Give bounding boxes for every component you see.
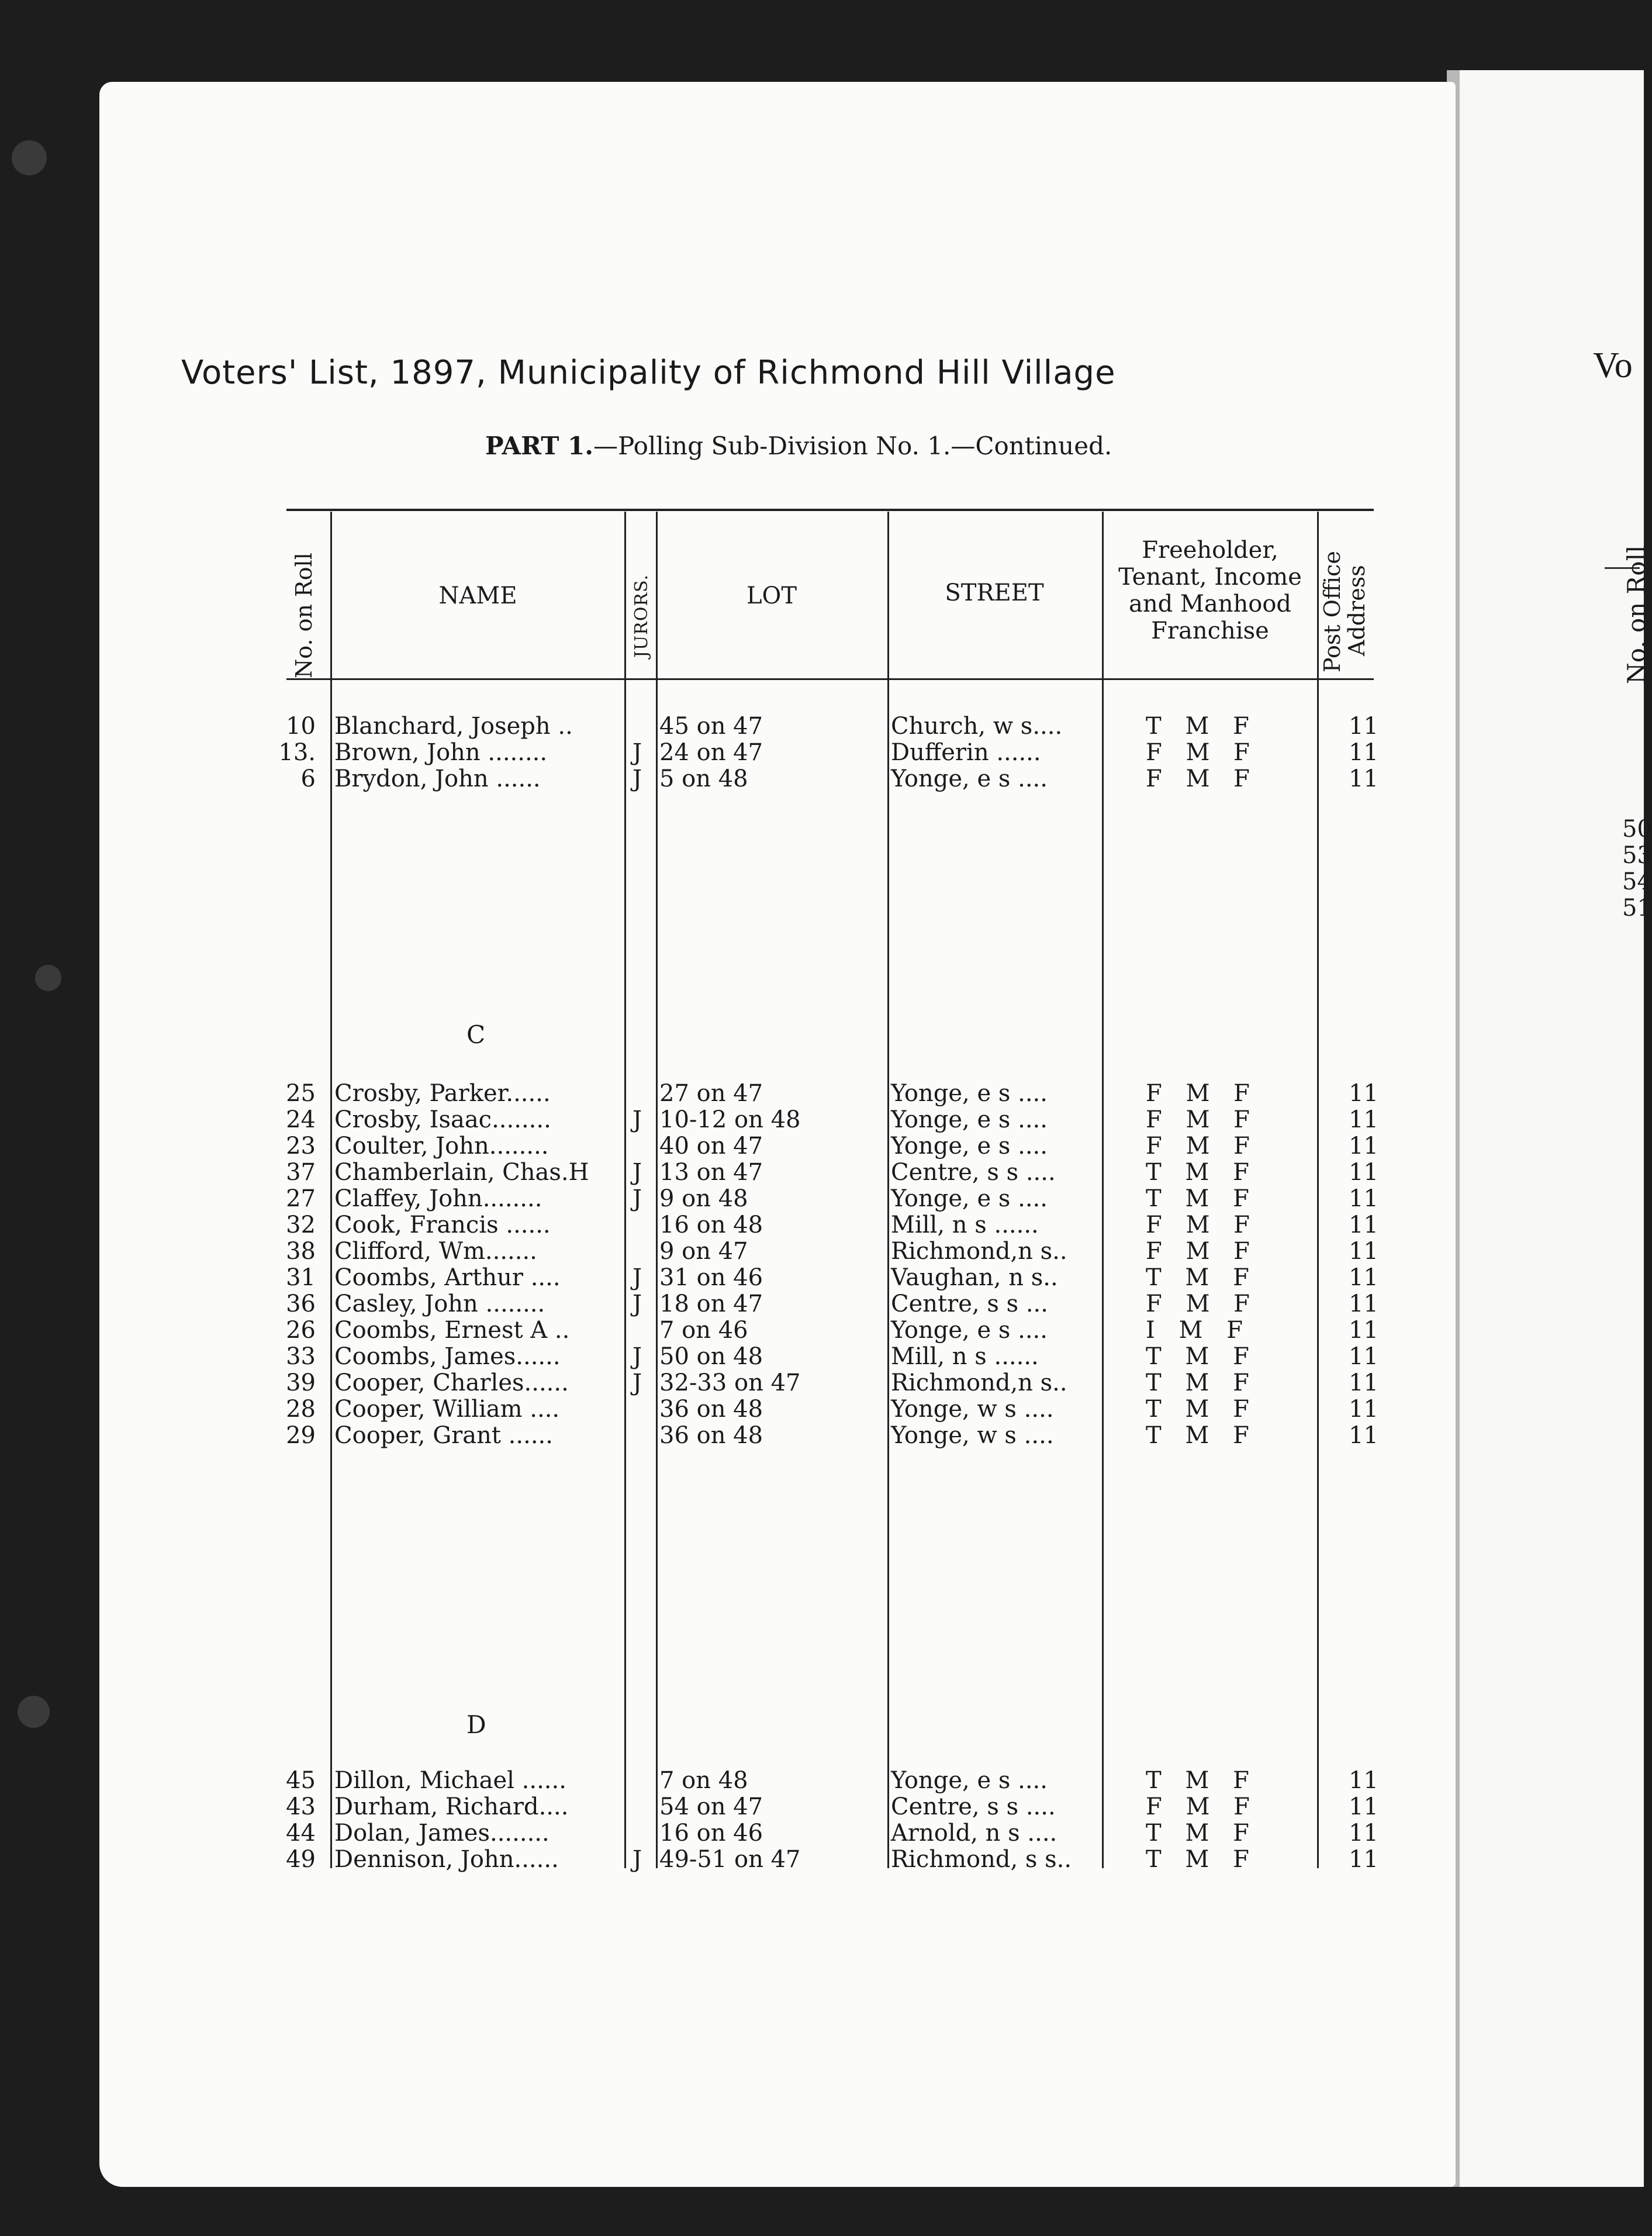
cell-franchise: F M F	[1146, 1793, 1258, 1820]
cell-street: Richmond, s s..	[891, 1846, 1072, 1873]
table-row	[0, 1422, 1378, 1449]
table-row	[0, 1369, 1378, 1396]
cell-no: 36	[286, 1290, 316, 1317]
cell-lot: 54 on 47	[659, 1793, 763, 1820]
cell-no: 27	[286, 1185, 316, 1212]
cell-name: Crosby, Parker......	[334, 1080, 551, 1107]
cell-po: 11	[1349, 1185, 1378, 1212]
cell-name: Clifford, Wm.......	[334, 1238, 537, 1265]
cell-franchise: F M F	[1146, 1080, 1258, 1107]
cell-j: J	[632, 1290, 642, 1317]
cell-no: 13.	[278, 739, 316, 766]
cell-franchise: T M F	[1146, 1820, 1257, 1847]
cell-lot: 45 on 47	[659, 713, 763, 740]
cell-franchise: F M F	[1146, 739, 1258, 766]
cell-franchise: F M F	[1146, 765, 1258, 792]
cell-po: 11	[1349, 739, 1378, 766]
cell-name: Coombs, James......	[334, 1343, 561, 1370]
cell-franchise: I M F	[1146, 1317, 1251, 1344]
cell-franchise: T M F	[1146, 1185, 1257, 1212]
header-jurors: JURORS.	[631, 574, 652, 658]
cell-name: Dolan, James........	[334, 1820, 549, 1847]
cell-no: 26	[286, 1317, 316, 1344]
table-row	[0, 1317, 1378, 1344]
cell-franchise: T M F	[1146, 1422, 1257, 1449]
cell-po: 11	[1349, 1238, 1378, 1265]
table-row	[0, 1343, 1378, 1370]
table-row	[0, 1106, 1378, 1133]
table-row	[0, 1290, 1378, 1317]
cell-no: 6	[300, 765, 316, 792]
cell-po: 11	[1349, 1317, 1378, 1344]
header-lot: LOT	[746, 582, 797, 609]
header-franchise-line: Tenant, Income	[1118, 564, 1302, 591]
cell-no: 39	[286, 1369, 316, 1396]
header-post-office-line: Post Office	[1319, 551, 1345, 672]
cell-po: 11	[1349, 1159, 1378, 1186]
cell-name: Dillon, Michael ......	[334, 1767, 566, 1794]
facing-page-roll-number: 50	[1622, 816, 1652, 843]
cell-name: Cooper, William ....	[334, 1396, 560, 1423]
facing-page-heading: Vo	[1593, 346, 1633, 385]
cell-no: 32	[286, 1212, 316, 1238]
cell-street: Mill, n s ......	[891, 1212, 1039, 1238]
cell-lot: 5 on 48	[659, 765, 748, 792]
cell-lot: 9 on 48	[659, 1185, 748, 1212]
cell-lot: 9 on 47	[659, 1238, 748, 1265]
cell-lot: 32-33 on 47	[659, 1369, 801, 1396]
cell-name: Chamberlain, Chas.H	[334, 1159, 589, 1186]
table-row	[0, 1793, 1378, 1820]
header-franchise-line: Freeholder,	[1142, 537, 1278, 564]
cell-street: Richmond,n s..	[891, 1369, 1067, 1396]
table-row	[0, 713, 1378, 740]
cell-street: Yonge, e s ....	[891, 1317, 1048, 1344]
header-name: NAME	[438, 582, 517, 609]
cell-name: Crosby, Isaac........	[334, 1106, 551, 1133]
table-row	[0, 1133, 1378, 1160]
subtitle-text: —Polling Sub-Division No. 1.—Continued.	[593, 432, 1112, 460]
cell-j: J	[632, 1264, 642, 1291]
cell-lot: 10-12 on 48	[659, 1106, 801, 1133]
cell-no: 44	[286, 1820, 316, 1847]
cell-franchise: F M F	[1146, 1133, 1258, 1160]
cell-street: Yonge, w s ....	[891, 1396, 1054, 1423]
table-row	[0, 1820, 1378, 1847]
cell-j: J	[632, 739, 642, 766]
facing-page-roll-number: 54	[1622, 868, 1652, 895]
cell-no: 38	[286, 1238, 316, 1265]
header-no-on-roll: No. on Roll	[291, 553, 317, 678]
cell-po: 11	[1349, 1343, 1378, 1370]
cell-lot: 16 on 48	[659, 1212, 763, 1238]
cell-no: 33	[286, 1343, 316, 1370]
table-row	[0, 1159, 1378, 1186]
cell-street: Mill, n s ......	[891, 1343, 1039, 1370]
cell-franchise: T M F	[1146, 1264, 1257, 1291]
background-speck	[35, 965, 61, 991]
cell-po: 11	[1349, 1080, 1378, 1107]
header-franchise-line: Franchise	[1151, 617, 1269, 644]
cell-j: J	[632, 1369, 642, 1396]
cell-po: 11	[1349, 1396, 1378, 1423]
cell-name: Brown, John ........	[334, 739, 548, 766]
cell-name: Cook, Francis ......	[334, 1212, 551, 1238]
header-franchise	[1104, 537, 1316, 644]
table-row	[0, 1396, 1378, 1423]
cell-franchise: T M F	[1146, 1396, 1257, 1423]
cell-name: Coulter, John........	[334, 1133, 549, 1160]
cell-name: Dennison, John......	[334, 1846, 559, 1873]
table-row	[0, 1212, 1378, 1238]
cell-po: 11	[1349, 1422, 1378, 1449]
cell-no: 10	[286, 713, 316, 740]
cell-street: Yonge, e s ....	[891, 1185, 1048, 1212]
cell-po: 11	[1349, 1290, 1378, 1317]
background-speck	[12, 140, 47, 175]
cell-no: 43	[286, 1793, 316, 1820]
cell-lot: 40 on 47	[659, 1133, 763, 1160]
part-label: PART 1.	[485, 432, 594, 460]
cell-name: Coombs, Ernest A ..	[334, 1317, 570, 1344]
cell-no: 45	[286, 1767, 316, 1794]
cell-lot: 7 on 46	[659, 1317, 748, 1344]
cell-franchise: F M F	[1146, 1106, 1258, 1133]
cell-name: Cooper, Charles......	[334, 1369, 569, 1396]
cell-street: Yonge, e s ....	[891, 1080, 1048, 1107]
cell-street: Centre, s s ....	[891, 1159, 1056, 1186]
cell-franchise: T M F	[1146, 1846, 1257, 1873]
table-row	[0, 1238, 1378, 1265]
cell-name: Durham, Richard....	[334, 1793, 569, 1820]
cell-lot: 13 on 47	[659, 1159, 763, 1186]
facing-page-column-header: No. on Roll	[1622, 545, 1651, 684]
page-title: Voters' List, 1897, Municipality of Richmond Hill Village	[181, 354, 1116, 392]
cell-lot: 31 on 46	[659, 1264, 763, 1291]
cell-no: 37	[286, 1159, 316, 1186]
page-subtitle	[485, 432, 1112, 460]
cell-name: Claffey, John........	[334, 1185, 542, 1212]
header-bottom-rule	[286, 678, 1374, 680]
cell-po: 11	[1349, 1369, 1378, 1396]
cell-franchise: T M F	[1146, 713, 1257, 740]
cell-po: 11	[1349, 1212, 1378, 1238]
cell-j: J	[632, 1343, 642, 1370]
cell-no: 24	[286, 1106, 316, 1133]
cell-name: Brydon, John ......	[334, 765, 541, 792]
table-row	[0, 739, 1378, 766]
cell-lot: 36 on 48	[659, 1422, 763, 1449]
cell-no: 29	[286, 1422, 316, 1449]
cell-lot: 50 on 48	[659, 1343, 763, 1370]
table-row	[0, 1264, 1378, 1291]
background-speck	[18, 1696, 50, 1728]
cell-po: 11	[1349, 1106, 1378, 1133]
cell-street: Church, w s....	[891, 713, 1063, 740]
cell-j: J	[632, 1185, 642, 1212]
header-post-office	[1320, 551, 1369, 672]
cell-lot: 49-51 on 47	[659, 1846, 801, 1873]
cell-po: 11	[1349, 713, 1378, 740]
cell-franchise: F M F	[1146, 1290, 1258, 1317]
cell-street: Vaughan, n s..	[891, 1264, 1058, 1291]
cell-lot: 27 on 47	[659, 1080, 763, 1107]
cell-franchise: T M F	[1146, 1767, 1257, 1794]
facing-page-roll-number: 51	[1622, 895, 1652, 922]
cell-name: Coombs, Arthur ....	[334, 1264, 561, 1291]
cell-name: Casley, John ........	[334, 1290, 545, 1317]
cell-j: J	[632, 1106, 642, 1133]
cell-name: Blanchard, Joseph ..	[334, 713, 573, 740]
cell-lot: 18 on 47	[659, 1290, 763, 1317]
cell-po: 11	[1349, 1767, 1378, 1794]
section-letter: C	[466, 1020, 486, 1049]
header-street: STREET	[945, 579, 1044, 606]
cell-lot: 7 on 48	[659, 1767, 748, 1794]
cell-lot: 24 on 47	[659, 739, 763, 766]
cell-street: Yonge, w s ....	[891, 1422, 1054, 1449]
table-top-rule	[286, 509, 1374, 511]
cell-po: 11	[1349, 765, 1378, 792]
cell-franchise: F M F	[1146, 1238, 1258, 1265]
facing-page	[1447, 70, 1652, 2187]
cell-street: Yonge, e s ....	[891, 1106, 1048, 1133]
cell-j: J	[632, 1846, 642, 1873]
cell-j: J	[632, 765, 642, 792]
cell-no: 23	[286, 1133, 316, 1160]
cell-lot: 36 on 48	[659, 1396, 763, 1423]
cell-no: 49	[286, 1846, 316, 1873]
cell-po: 11	[1349, 1133, 1378, 1160]
cell-no: 28	[286, 1396, 316, 1423]
table-row	[0, 1185, 1378, 1212]
cell-j: J	[632, 1159, 642, 1186]
cell-po: 11	[1349, 1793, 1378, 1820]
cell-franchise: T M F	[1146, 1343, 1257, 1370]
header-franchise-line: and Manhood	[1128, 591, 1292, 617]
cell-po: 11	[1349, 1264, 1378, 1291]
cell-street: Yonge, e s ....	[891, 1767, 1048, 1794]
table-row	[0, 1846, 1378, 1873]
cell-name: Cooper, Grant ......	[334, 1422, 553, 1449]
cell-franchise: T M F	[1146, 1159, 1257, 1186]
cell-street: Richmond,n s..	[891, 1238, 1067, 1265]
section-letter: D	[466, 1710, 486, 1739]
cell-street: Arnold, n s ....	[891, 1820, 1057, 1847]
cell-lot: 16 on 46	[659, 1820, 763, 1847]
cell-street: Yonge, e s ....	[891, 1133, 1048, 1160]
cell-no: 31	[286, 1264, 316, 1291]
cell-po: 11	[1349, 1846, 1378, 1873]
cell-street: Centre, s s ....	[891, 1793, 1056, 1820]
cell-po: 11	[1349, 1820, 1378, 1847]
cell-no: 25	[286, 1080, 316, 1107]
cell-street: Yonge, e s ....	[891, 765, 1048, 792]
cell-street: Dufferin ......	[891, 739, 1041, 766]
cell-street: Centre, s s ...	[891, 1290, 1048, 1317]
table-row	[0, 1767, 1378, 1794]
table-row	[0, 765, 1378, 792]
cell-franchise: F M F	[1146, 1212, 1258, 1238]
cell-franchise: T M F	[1146, 1369, 1257, 1396]
facing-page-roll-number: 53	[1622, 842, 1652, 869]
header-post-office-line: Address	[1344, 565, 1370, 656]
table-row	[0, 1080, 1378, 1107]
